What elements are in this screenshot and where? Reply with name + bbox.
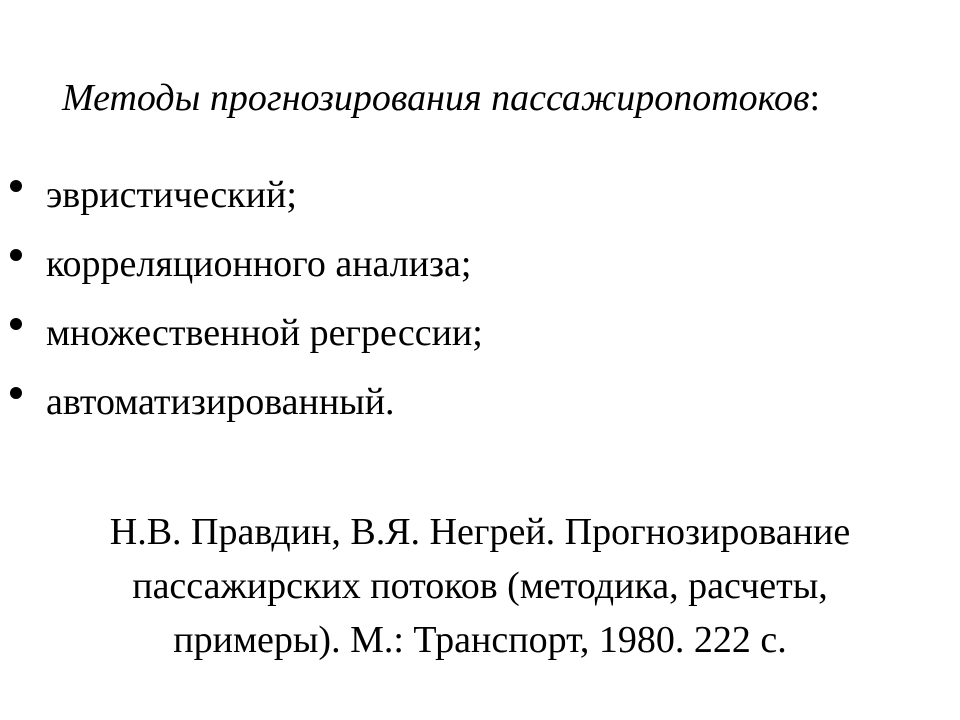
heading-colon: : <box>809 77 821 119</box>
bullet-icon <box>10 387 22 399</box>
citation-line: пассажирских потоков (методика, расчеты, <box>132 565 828 607</box>
bullet-icon <box>10 318 22 330</box>
method-label: автоматизированный. <box>46 381 395 423</box>
method-label: множественной регрессии; <box>46 312 483 354</box>
citation-line: примеры). М.: Транспорт, 1980. 222 с. <box>173 619 787 661</box>
bullet-icon <box>10 180 22 192</box>
slide-heading <box>62 72 820 124</box>
bullet-icon <box>10 249 22 261</box>
method-label: корреляционного анализа; <box>46 243 472 285</box>
citation-line: Н.В. Правдин, В.Я. Негрей. Прогнозирование <box>109 511 851 553</box>
citation <box>40 505 920 667</box>
method-label: эвристический; <box>46 174 297 216</box>
heading-title: Методы прогнозирования пассажиропотоков <box>62 77 810 119</box>
